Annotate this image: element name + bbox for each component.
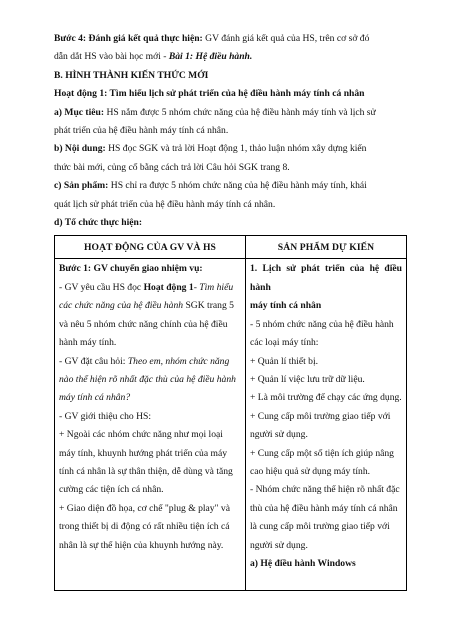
step4-text-1: GV đánh giá kết quả của HS, trên cơ sở đó (202, 33, 370, 44)
product-paragraph (54, 177, 406, 214)
activity-table (54, 235, 407, 591)
header-teacher-student: HOẠT ĐỘNG CỦA GV VÀ HS (55, 236, 246, 259)
organization-heading: d) Tổ chức thực hiện: (54, 217, 143, 229)
objective-text-2: phát triển của hệ điều hành máy tính cá nhân. (54, 125, 229, 137)
document-content (54, 30, 406, 591)
activity1-title: Hoạt động 1: Tìm hiểu lịch sử phát triển của hệ điều hành máy tính cá nhân (54, 88, 365, 100)
product-text-1: HS chỉ ra được 5 nhóm chức năng của hệ điều hành máy tính, khái (108, 180, 367, 192)
step4-lesson: Bài 1: Hệ điều hành. (168, 51, 253, 63)
step4-paragraph (54, 30, 406, 67)
step4-label: Bước 4: Đánh giá kết quả thực hiện: (54, 33, 203, 44)
objective-paragraph (54, 104, 406, 141)
objective-text-1: HS nắm được 5 nhóm chức năng của hệ điều hành máy tính và lịch sử (104, 106, 376, 118)
content-paragraph (54, 140, 406, 177)
expected-product-cell: 1. Lịch sử phát triển của hệ điều hành máy tính cá nhân - 5 nhóm chức năng của hệ điều hành các loại máy tính: + Quản lí thiết bị. + Quản lí việc lưu trữ dữ liệu. + Là môi trường để chạy các ứng dụng. + Cung cấp môi trường giao tiếp với người sử dụng. + Cung cấp một số tiện ích giúp nâng cao hiệu quả sử dụng máy tính. - Nhóm chức năng thể hiện rõ nhất đặc thù của hệ điều hành máy tính cá nhân là cung cấp môi trường giao tiếp với người sử dụng. a) Hệ điều hành Windows (246, 259, 407, 591)
content-text-2: thức bài mới, củng cố bằng cách trả lời Câu hỏi SGK trang 8. (54, 161, 290, 173)
product-label: c) Sản phẩm: (54, 180, 109, 192)
header-expected-product: SẢN PHẨM DỰ KIẾN (246, 236, 407, 259)
section-b-heading: B. HÌNH THÀNH KIẾN THỨC MỚI (54, 69, 209, 81)
step1-label: Bước 1: GV chuyển giao nhiệm vụ: (59, 263, 203, 275)
content-label: b) Nội dung: (54, 143, 106, 155)
teacher-student-cell: Bước 1: GV chuyển giao nhiệm vụ: - GV yêu cầu HS đọc Hoạt động 1- Tìm hiểu các chức năng của hệ điều hành SGK trang 5 và nêu 5 nhóm chức năng chính của hệ điều hành máy tính. - GV đặt câu hỏi: Theo em, nhóm chức năng nào thể hiện rõ nhất đặc thù của hệ điều hành máy tính cá nhân? - GV giới thiệu cho HS: + Ngoài các nhóm chức năng như mọi loại máy tính, khuynh hướng phát triển của máy tính cá nhân là sự thân thiện, dễ dùng và tăng cường các tiện ích cá nhân. + Giao diện đồ họa, cơ chế "plug & play" và trong thiết bị di động có rất nhiều tiện ích cá nhân là sự thể hiện của khuynh hướng này. (55, 259, 246, 591)
objective-label: a) Mục tiêu: (54, 106, 105, 118)
table-header-row (55, 236, 407, 259)
product-text-2: quát lịch sử phát triển của hệ điều hành máy tính cá nhân. (54, 198, 276, 210)
step4-text-2: dẫn dắt HS vào bài học mới - (54, 51, 169, 63)
content-text-1: HS đọc SGK và trả lời Hoạt động 1, thảo luận nhóm xây dựng kiến (105, 143, 367, 155)
table-row (55, 259, 407, 591)
